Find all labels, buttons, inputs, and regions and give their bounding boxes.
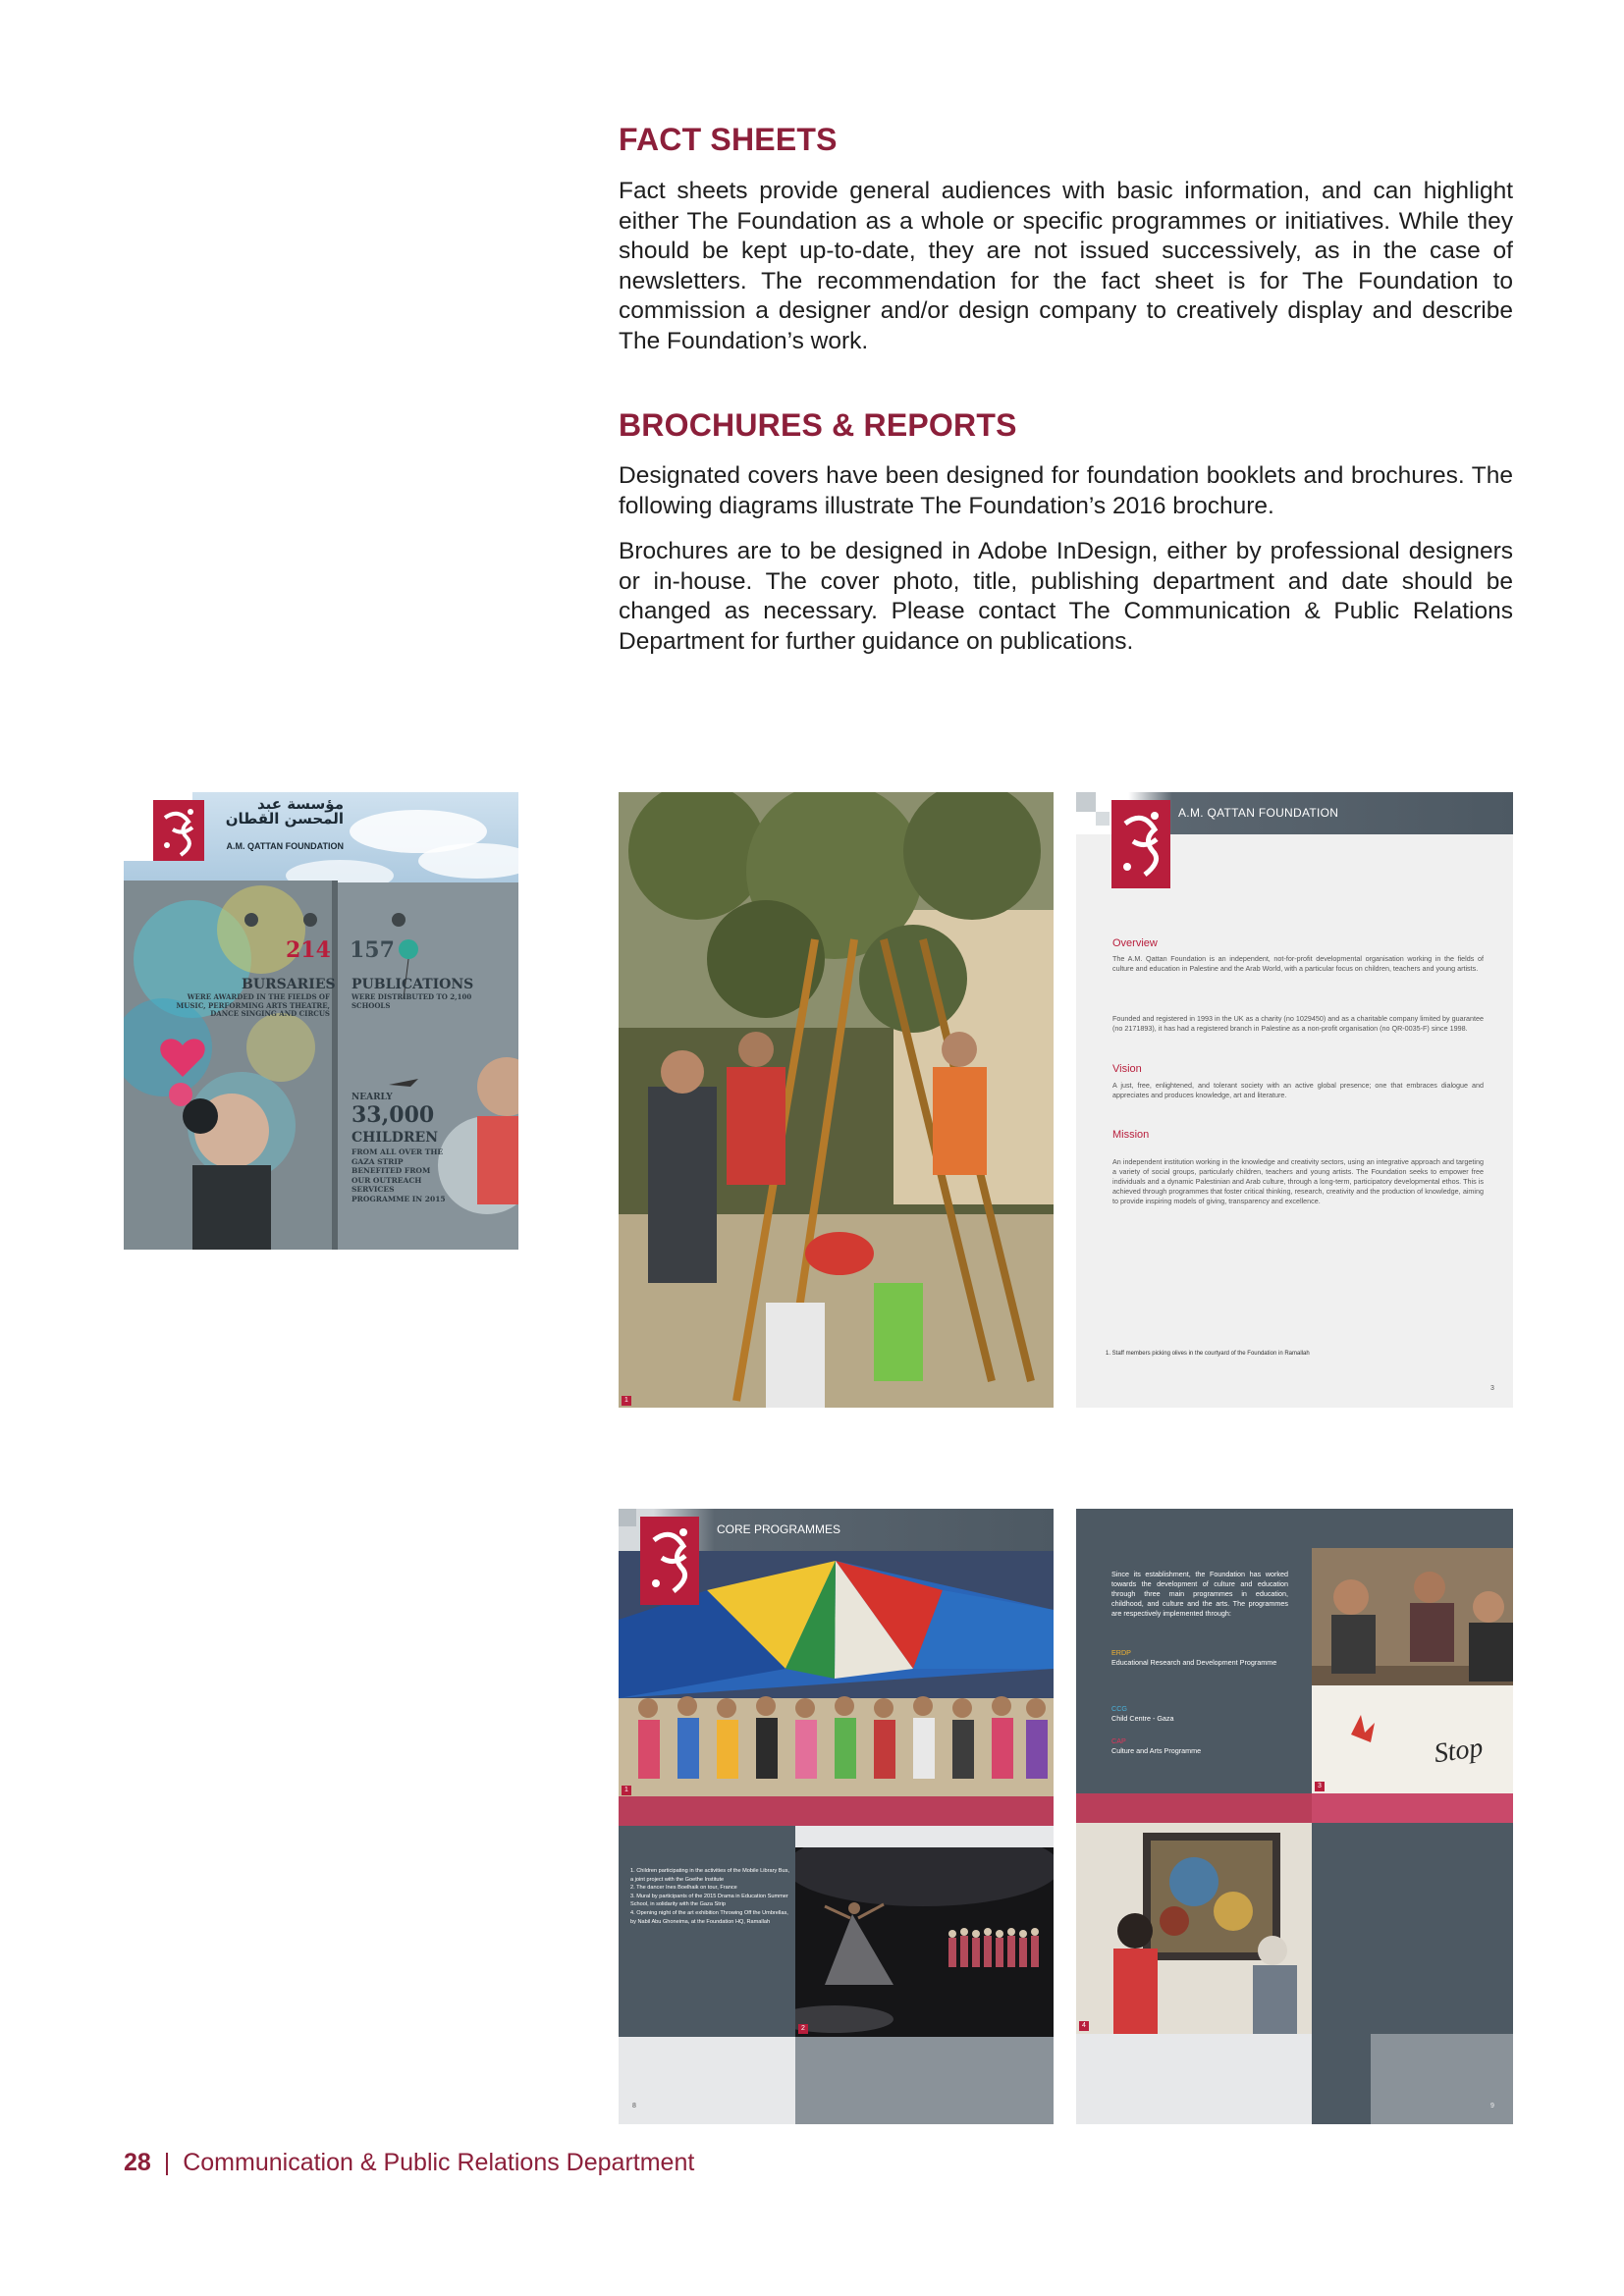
footer-department: Communication & Public Relations Department	[183, 2149, 695, 2176]
exhibition-image	[1076, 1823, 1312, 2034]
caption-2: 2. The dancer Ines Boelhaik on tour, France	[630, 1885, 737, 1892]
caption-1: 1. Children participating in the activities of the Mobile Library Bus, a joint project with the Goethe Institute	[630, 1868, 789, 1883]
footer-separator: |	[163, 2149, 171, 2176]
pink-band-accent	[1312, 1793, 1513, 1823]
brochures-para-2: Brochures are to be designed in Adobe InDesign, either by professional designers or in-house. The cover photo, title, publishing department and date should be changed as necessary. Please contact The Communication & Public Relations Department for further guidance on publications.	[619, 538, 1513, 655]
olive-harvest-image	[619, 792, 1054, 1408]
cover-stat-2-desc: WERE DISTRIBUTED TO 2,100 SCHOOLS	[352, 992, 472, 1010]
spread2-gray-block	[795, 2037, 1054, 2124]
cover-stat-2-label: PUBLICATIONS	[352, 977, 474, 992]
caption-3: 3. Mural by participants of the 2015 Drama in Education Summer School, in solidarity with the Gaza Strip	[630, 1893, 788, 1908]
footer-page-number: 28	[124, 2149, 151, 2176]
spread2-captions	[630, 1867, 792, 1926]
fact-sheets-title: FACT SHEETS	[619, 122, 838, 157]
spread2-right-slate-block	[1312, 1823, 1513, 2034]
programme-3-code: CAP	[1111, 1736, 1126, 1745]
spread1-page-number: 3	[1490, 1385, 1494, 1392]
cover-stat-1-desc: WERE AWARDED IN THE FIELDS OF MUSIC, PERFORMING ARTS THEATRE, DANCE SINGING AND CIRCUS	[176, 992, 330, 1018]
spread1-header-title: A.M. QATTAN FOUNDATION	[1178, 806, 1339, 820]
overview-para-2: Founded and registered in 1993 in the UK as a charity (no 1029450) and as a charitable company limited by guarantee (no 2171893), it has had a registered branch in Palestine as a non-profit organisation (no QR-0035-F) since 1998.	[1112, 1014, 1484, 1033]
cover-stat-3-desc: FROM ALL OVER THE GAZA STRIP BENEFITED FROM OUR OUTREACH SERVICES PROGRAMME IN 2015	[352, 1148, 446, 1203]
programme-2-name: Child Centre - Gaza	[1111, 1714, 1174, 1723]
spread2-right-page	[1076, 1509, 1513, 2124]
spread2-page-left: 8	[632, 2103, 636, 2109]
page-footer	[124, 2149, 694, 2177]
mission-text: An independent institution working in the knowledge and creativity sectors, using an integrative approach and targeting a variety of social groups, particularly children, teachers and young artists. The Foundation seeks to empower free individuals and a dynamic Palestinian and Arab culture, through a long-term, participatory developmental ethos. This is achieved through programmes that foster critical thinking, research, creativity and the production of knowledge, aiming to provide inspiring models of giving, transparency and excellence.	[1112, 1157, 1484, 1205]
cover-stat-1-number: 214	[286, 937, 331, 963]
overview-title: Overview	[1112, 937, 1158, 949]
header-tile-c	[619, 1509, 636, 1526]
spread2-pink-band	[619, 1796, 1054, 1826]
spread2-bottom-slate	[1312, 2034, 1371, 2124]
vision-title: Vision	[1112, 1063, 1142, 1075]
spread1-caption: 1. Staff members picking olives in the courtyard of the Foundation in Ramallah	[1106, 1351, 1310, 1357]
header-tile-b	[1096, 812, 1110, 826]
qattan-logo-icon	[153, 800, 204, 861]
mission-title: Mission	[1112, 1129, 1150, 1141]
spread1-photo-number: 1	[622, 1396, 631, 1406]
caption-4: 4. Opening night of the art exhibition Throwing Off the Umbrellas, by Nabil Abu Ghoneima, at the Foundation HQ, Ramallah	[630, 1909, 788, 1925]
dancer-image	[795, 1847, 1054, 2037]
qattan-logo-icon	[1111, 800, 1170, 888]
header-tile-a	[1076, 792, 1096, 812]
spread1-text-page	[1076, 792, 1513, 1408]
programme-1-code: ERDP	[1111, 1648, 1131, 1657]
cover-stat-2-number: 157	[350, 937, 395, 963]
cover-stat-3-number: 33,000	[352, 1102, 435, 1128]
cover-stat-1-label: BURSARIES	[242, 977, 336, 992]
spread2-caption-block	[619, 1826, 795, 2037]
spread1-photo	[619, 792, 1054, 1408]
spread2-bottom-gray	[1371, 2034, 1513, 2124]
spread2-page-right: 9	[1490, 2103, 1494, 2109]
brochure-cover	[124, 792, 518, 1250]
cover-logo	[153, 800, 204, 861]
overview-para-1: The A.M. Qattan Foundation is an independent, not-for-profit developmental organisation working in the fields of culture and education in Palestine and the Arab World, with a particular focus on children, teachers and young artists.	[1112, 954, 1484, 973]
mural-image	[1312, 1548, 1513, 1793]
vision-text: A just, free, enlightened, and tolerant society with an active global presence; one that embraces dialogue and appreciates and produces knowledge, art and literature.	[1112, 1081, 1484, 1099]
cover-stat-3-prefix: NEARLY	[352, 1093, 393, 1102]
fact-sheets-body: Fact sheets provide general audiences with basic information, and can highlight either The Foundation as a whole or specific programmes or initiatives. While they should be kept up-to-date, they are not issued successively, as in the case of newsletters. The recommendation for the fact sheet is for The Foundation to commission a designer and/or design company to creatively display and describe The Foundation’s work.	[619, 178, 1513, 354]
programme-1-name: Educational Research and Development Programme	[1111, 1658, 1277, 1667]
spread1-logo	[1111, 800, 1170, 888]
spread2-right-header	[1076, 1509, 1513, 1548]
brochures-para-1: Designated covers have been designed for foundation booklets and brochures. The following diagrams illustrate The Foundation’s 2016 brochure.	[619, 462, 1513, 519]
programmes-intro: Since its establishment, the Foundation has worked towards the development of culture and education through three main programmes in education, childhood, and culture and the arts. The programmes are respectively implemented through:	[1111, 1570, 1288, 1618]
spread2-photo4-number: 4	[1079, 2021, 1089, 2031]
spread2-header-title: CORE PROGRAMMES	[717, 1522, 841, 1536]
spread2-logo	[640, 1517, 699, 1605]
programme-3-name: Culture and Arts Programme	[1111, 1746, 1202, 1755]
spread2-left-page	[619, 1509, 1054, 2124]
spread2-photo3-number: 3	[1315, 1782, 1325, 1791]
spread2-photo2-number: 2	[798, 2024, 808, 2034]
cover-arabic-name: مؤسسة عبد المحسن القطان	[225, 795, 344, 828]
spread2-photo1-number: 1	[622, 1786, 631, 1795]
cover-english-name: A.M. QATTAN FOUNDATION	[226, 841, 344, 851]
brochures-title: BROCHURES & REPORTS	[619, 407, 1017, 443]
programme-2-code: CCG	[1111, 1704, 1127, 1713]
cover-stat-3-label: CHILDREN	[352, 1130, 439, 1146]
qattan-logo-icon	[640, 1517, 699, 1605]
mural-stop-text: Stop	[1432, 1732, 1486, 1770]
